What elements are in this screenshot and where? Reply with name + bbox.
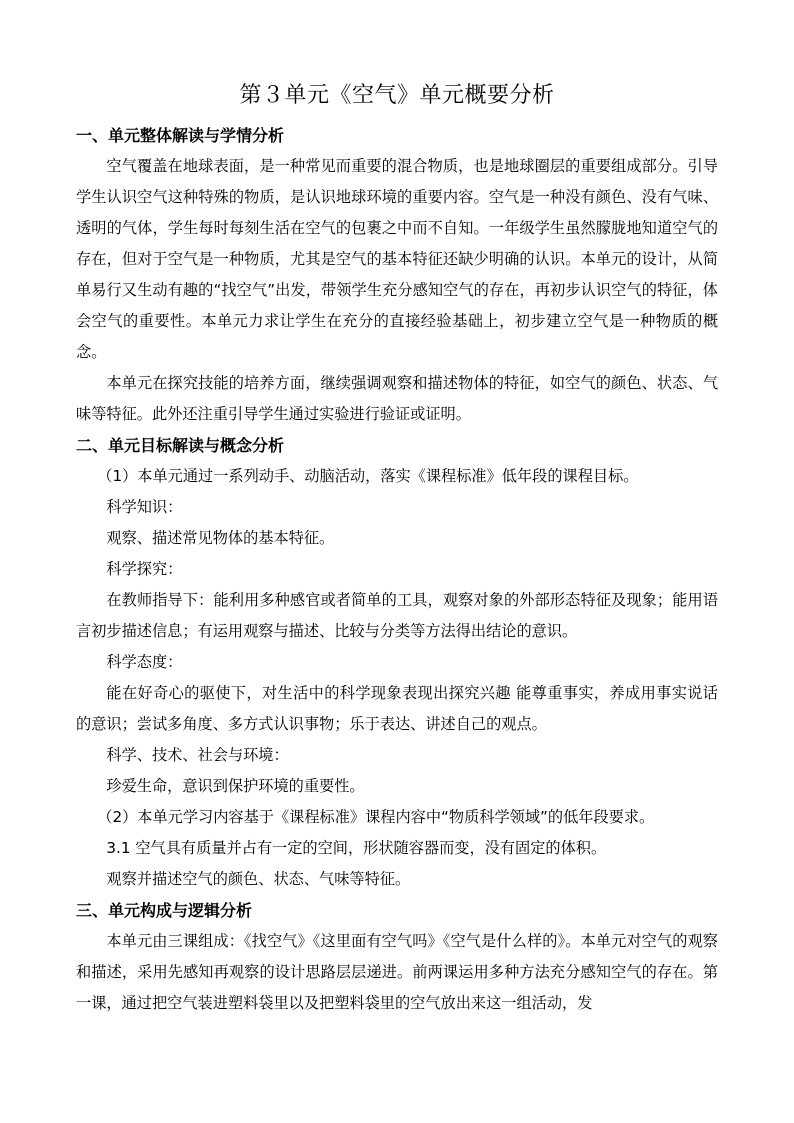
section-heading: 一、单元整体解读与学情分析: [76, 126, 285, 145]
body-paragraph: （1）本单元通过一系列动手、动脑活动，落实《课程标准》低年段的课程目标。: [97, 467, 639, 485]
body-paragraph: 3.1 空气具有质量并占有一定的空间，形状随容器而变，没有固定的体积。: [106, 839, 607, 857]
section-heading: 三、单元构成与逻辑分析: [76, 901, 253, 920]
body-paragraph: 观察并描述空气的颜色、状态、气味等特征。: [106, 870, 411, 888]
body-paragraph: 观察、描述常见物体的基本特征。: [106, 529, 335, 547]
body-paragraph: （2）本单元学习内容基于《课程标准》课程内容中“物质科学领域”的低年段要求。: [97, 808, 655, 826]
body-paragraph: 空气覆盖在地球表面，是一种常见而重要的混合物质，也是地球圈层的重要组成部分。引导学生认识空气这种特殊的物质，是认识地球环境的重要内容。空气是一种没有颜色、没有气味、透明的气体，学生每时每刻生活在空气的包裹之中而不自知。一年级学生虽然朦胧地知道空气的存在，但对于空气是一种物质，尤其是空气的基本特征还缺少明确的认识。本单元的设计，从简单易行又生动有趣的“找空气”出发，带领学生充分感知空气的存在，再初步认识空气的特征，体会空气的重要性。本单元力求让学生在充分的直接经验基础上，初步建立空气是一种物质的概念。: [76, 157, 718, 361]
body-paragraph: 本单元由三课组成：《找空气》《这里面有空气吗》《空气是什么样的》。本单元对空气的观察和描述，采用先感知再观察的设计思路层层递进。前两课运用多种方法充分感知空气的存在。第一课，通过把空气装进塑料袋里以及把塑料袋里的空气放出来这一组活动，发: [76, 932, 718, 1012]
subheading-label: 科学知识：: [106, 498, 183, 516]
body-paragraph: 在教师指导下：能利用多种感官或者简单的工具，观察对象的外部形态特征及现象；能用语言初步描述信息；有运用观察与描述、比较与分类等方法得出结论的意识。: [76, 591, 718, 640]
section-structure: [76, 895, 718, 1019]
subheading-label: 科学态度：: [106, 653, 183, 671]
body-paragraph: 能在好奇心的驱使下，对生活中的科学现象表现出探究兴趣 能尊重事实，养成用事实说话的意识；尝试多角度、多方式认识事物；乐于表达、讲述自己的观点。: [76, 684, 718, 733]
document-page: [76, 76, 718, 1019]
section-overview: [76, 120, 718, 430]
subheading-label: 科学、技术、社会与环境：: [106, 746, 289, 764]
subheading-label: 科学探究：: [106, 560, 183, 578]
body-paragraph: 本单元在探究技能的培养方面，继续强调观察和描述物体的特征，如空气的颜色、状态、气味等特征。此外还注重引导学生通过实验进行验证或证明。: [76, 374, 718, 423]
section-objectives: [76, 430, 718, 895]
section-heading: 二、单元目标解读与概念分析: [76, 436, 285, 455]
body-paragraph: 珍爱生命，意识到保护环境的重要性。: [106, 777, 365, 795]
document-title: 第３单元《空气》单元概要分析: [239, 83, 555, 108]
